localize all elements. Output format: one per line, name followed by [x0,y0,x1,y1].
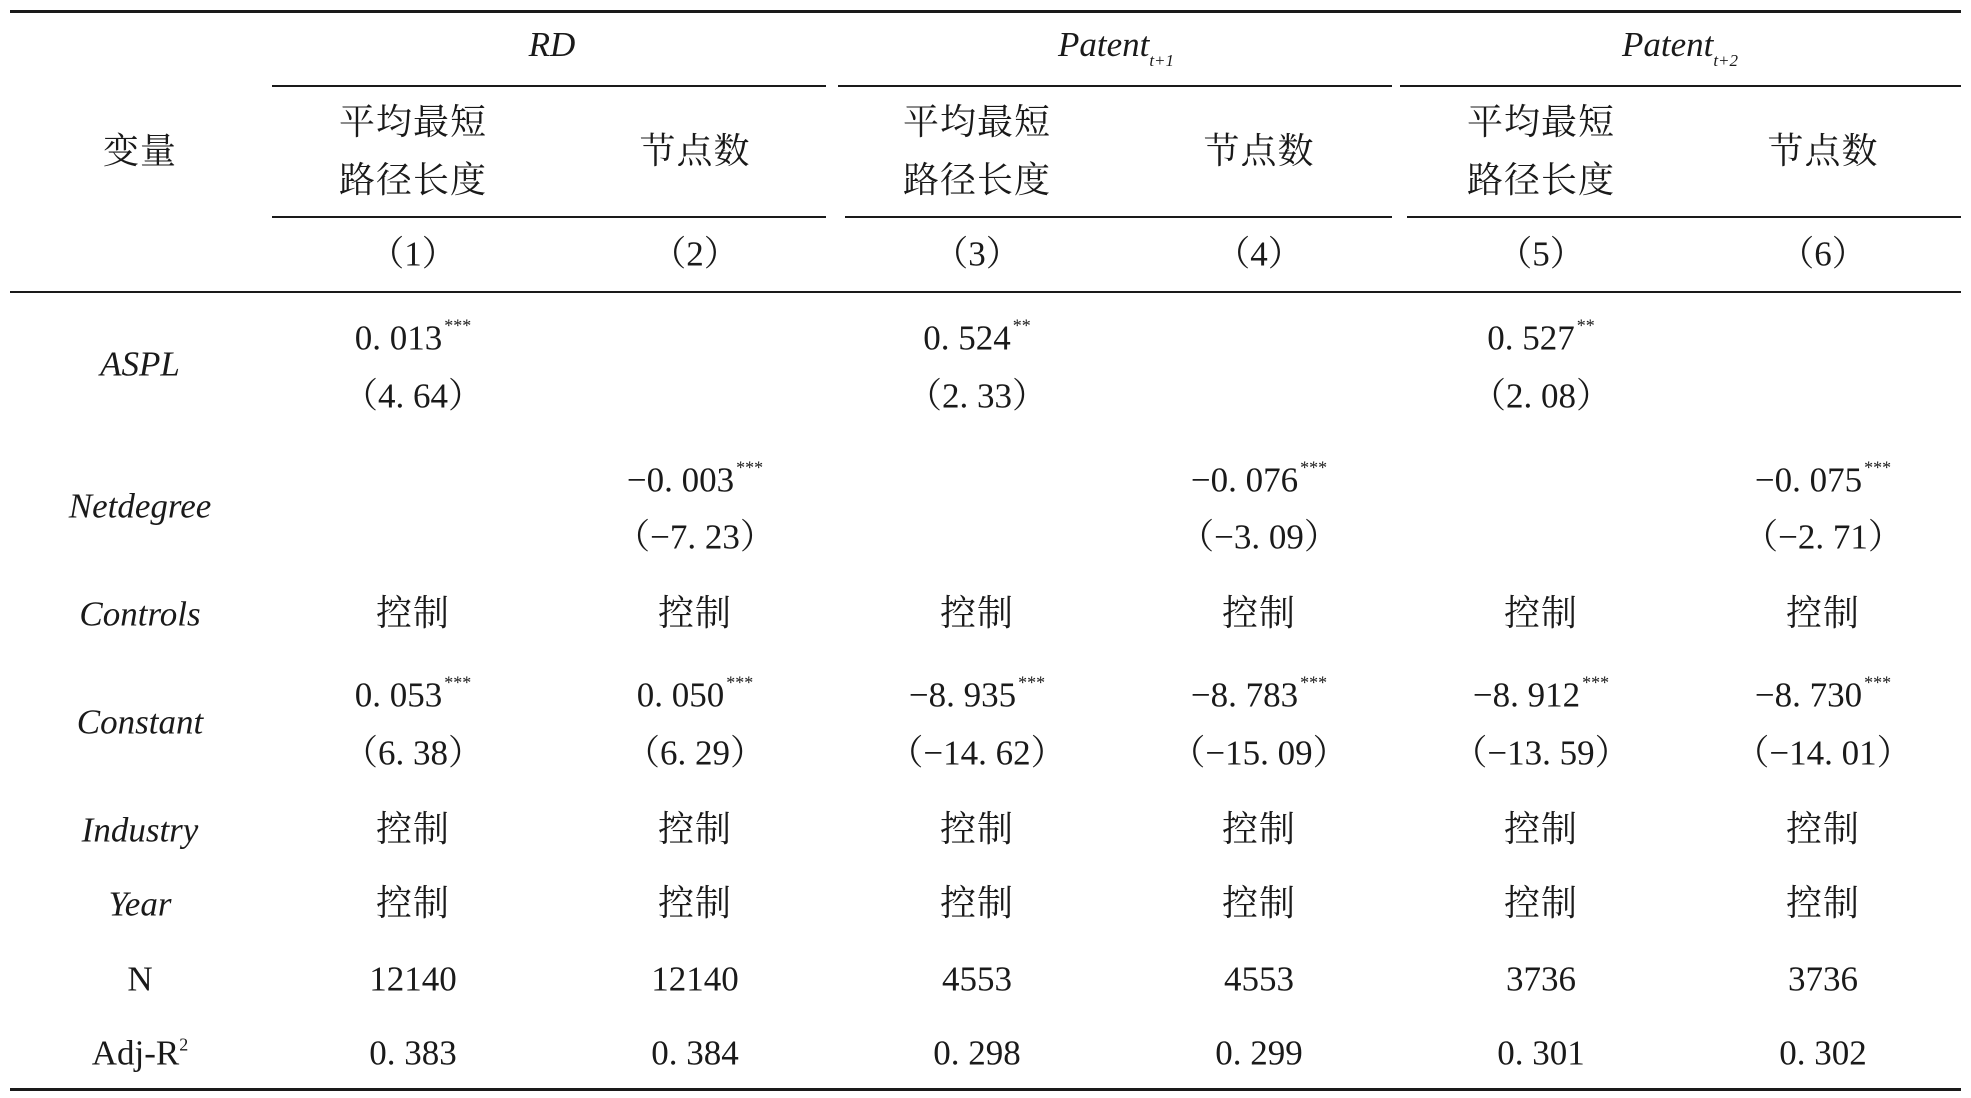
subheader-col-3 [897,94,1057,210]
coef-value: −0. 075 [1754,460,1863,500]
row-label-netdegree: Netdegree [68,486,212,526]
group-header-rd [529,27,576,69]
significance-stars: *** [1018,672,1046,693]
n-col-3: 4553 [942,959,1012,999]
coef-value: −8. 730 [1754,675,1863,715]
aspl-coef-col-3 [923,317,1031,356]
constant-coef-col-5 [1473,674,1609,713]
constant-tstat-col-3: （−14. 62） [888,733,1066,773]
coef-value: −0. 076 [1190,460,1299,500]
netdegree-tstat-col-2: （−7. 23） [615,517,775,557]
industry-col-6: 控制 [1785,809,1861,850]
header-bottom-rule [10,291,1961,293]
group-header-label: Patent [1621,25,1714,64]
year-col-1: 控制 [375,883,451,924]
group-rule-rd [272,85,826,87]
group-header-label: Patent [1057,25,1150,64]
significance-stars: *** [1864,672,1892,693]
controls-col-3: 控制 [939,593,1015,634]
controls-col-2: 控制 [657,593,733,634]
significance-stars: ** [1012,315,1031,336]
coef-value: −8. 912 [1472,675,1581,715]
significance-stars: ** [1576,315,1595,336]
constant-tstat-col-2: （6. 29） [624,733,766,773]
adj-r2-col-2: 0. 384 [651,1033,739,1073]
column-number-2: （2） [651,234,739,274]
n-col-4: 4553 [1224,959,1294,999]
significance-stars: *** [1300,672,1328,693]
subheader-line2: 路径长度 [1466,160,1615,201]
adj-r2-col-1: 0. 383 [369,1033,457,1073]
n-col-2: 12140 [651,959,739,999]
column-number-3: （3） [933,234,1021,274]
subheader-col-5 [1461,94,1621,210]
controls-col-4: 控制 [1221,593,1297,634]
row-label-n: N [127,959,153,999]
coef-value: 0. 053 [354,675,443,715]
year-col-5: 控制 [1503,883,1579,924]
subheader-rule-rd [272,216,826,218]
row-label-industry: Industry [81,810,199,850]
subheader-col-4: 节点数 [1203,131,1315,172]
significance-stars: *** [1864,457,1892,478]
coef-value: −8. 935 [908,675,1017,715]
subheader-rule-patent-t1 [845,216,1392,218]
industry-col-5: 控制 [1503,809,1579,850]
group-header-subscript: t+2 [1713,51,1739,70]
coef-value: 0. 527 [1487,318,1575,358]
controls-col-5: 控制 [1503,593,1579,634]
subheader-line2: 路径长度 [902,160,1051,201]
subheader-col-1 [333,94,493,210]
significance-stars: *** [736,457,764,478]
year-col-4: 控制 [1221,883,1297,924]
constant-tstat-col-4: （−15. 09） [1170,733,1348,773]
netdegree-tstat-col-6: （−2. 71） [1743,517,1903,557]
constant-coef-col-4 [1191,674,1327,713]
significance-stars: *** [444,315,472,336]
adj-r-superscript: 2 [179,1034,189,1055]
aspl-tstat-col-3: （2. 33） [906,376,1048,416]
top-rule [10,10,1961,13]
industry-col-1: 控制 [375,809,451,850]
variable-header: 变量 [102,131,178,172]
controls-col-6: 控制 [1785,593,1861,634]
adj-r2-col-6: 0. 302 [1779,1033,1867,1073]
subheader-col-6: 节点数 [1767,131,1879,172]
subheader-rule-patent-t2 [1407,216,1961,218]
row-label-aspl: ASPL [100,344,180,384]
row-label-adj-r2 [91,1033,189,1073]
adj-r2-col-3: 0. 298 [933,1033,1021,1073]
adj-r-label: Adj-R [91,1033,180,1073]
constant-tstat-col-6: （−14. 01） [1734,733,1912,773]
group-header-label: RD [528,25,576,64]
subheader-line1: 平均最短 [902,102,1051,143]
netdegree-coef-col-4 [1191,459,1327,498]
aspl-tstat-col-5: （2. 08） [1470,376,1612,416]
year-col-2: 控制 [657,883,733,924]
column-number-1: （1） [369,234,457,274]
row-label-controls: Controls [79,594,201,634]
industry-col-2: 控制 [657,809,733,850]
group-rule-patent-t2 [1400,85,1961,87]
constant-tstat-col-5: （−13. 59） [1452,733,1630,773]
subheader-col-2: 节点数 [639,131,751,172]
netdegree-coef-col-6 [1755,459,1891,498]
group-header-patent-t2 [1622,27,1738,69]
significance-stars: *** [1582,672,1610,693]
subheader-line1: 平均最短 [338,102,487,143]
row-label-year: Year [108,884,172,924]
group-header-patent-t1 [1058,27,1174,69]
coef-value: 0. 050 [636,675,725,715]
constant-tstat-col-1: （6. 38） [342,733,484,773]
aspl-coef-col-5 [1487,317,1595,356]
constant-coef-col-6 [1755,674,1891,713]
year-col-6: 控制 [1785,883,1861,924]
group-rule-patent-t1 [838,85,1392,87]
column-number-6: （6） [1779,234,1867,274]
subheader-line2: 路径长度 [338,160,487,201]
controls-col-1: 控制 [375,593,451,634]
constant-coef-col-3 [909,674,1045,713]
significance-stars: *** [444,672,472,693]
netdegree-tstat-col-4: （−3. 09） [1179,517,1339,557]
industry-col-4: 控制 [1221,809,1297,850]
column-number-4: （4） [1215,234,1303,274]
adj-r2-col-4: 0. 299 [1215,1033,1303,1073]
industry-col-3: 控制 [939,809,1015,850]
coef-value: −0. 003 [626,460,735,500]
netdegree-coef-col-2 [627,459,763,498]
year-col-3: 控制 [939,883,1015,924]
n-col-5: 3736 [1506,959,1576,999]
aspl-coef-col-1 [355,317,472,356]
constant-coef-col-1 [355,674,472,713]
bottom-rule [10,1088,1961,1091]
constant-coef-col-2 [637,674,754,713]
row-label-constant: Constant [76,702,204,742]
n-col-6: 3736 [1788,959,1858,999]
significance-stars: *** [1300,457,1328,478]
significance-stars: *** [726,672,754,693]
column-number-5: （5） [1497,234,1585,274]
adj-r2-col-5: 0. 301 [1497,1033,1585,1073]
coef-value: 0. 524 [923,318,1011,358]
n-col-1: 12140 [369,959,457,999]
subheader-line1: 平均最短 [1466,102,1615,143]
group-header-subscript: t+1 [1149,51,1175,70]
coef-value: −8. 783 [1190,675,1299,715]
aspl-tstat-col-1: （4. 64） [342,376,484,416]
coef-value: 0. 013 [354,318,443,358]
